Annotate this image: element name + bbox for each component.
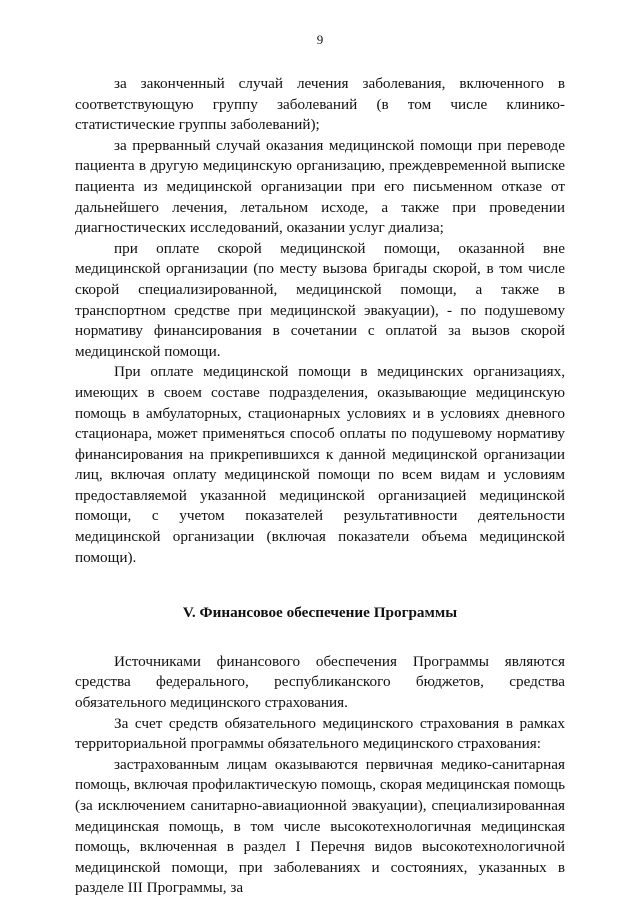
paragraph-insured-persons-care: застрахованным лицам оказываются первичная медико-санитарная помощь, включая профилактическую помощь, скорая медицинская помощь (за исключением санитарно-авиационной эвакуации), специализированная медицинская помощь, в том числе высокотехнологичная медицинская помощь, включенная в раздел I Перечня видов высокотехнологичной медицинской помощи, при заболеваниях и состояниях, указанных в разделе III Программы, за	[75, 755, 565, 897]
page-number: 9	[316, 32, 324, 47]
paragraph-completed-treatment-case: за законченный случай лечения заболевания, включенного в соответствующую группу заболеваний (в том числе клинико-статистические группы заболеваний);	[75, 75, 565, 134]
paragraph-per-capita-payment-method: При оплате медицинской помощи в медицинских организациях, имеющих в своем составе подразделения, оказывающие медицинскую помощь в амбулаторных, стационарных условиях и в условиях дневного стационара, может применяться способ оплаты по подушевому нормативу финансирования на прикрепившихся к данной медицинской организации лиц, включая оплату медицинской помощи по всем видам и условиям предоставляемой указанной медицинской организацией медицинской помощи, с учетом показателей результативности деятельности медицинской организации (включая показатели объема медицинской помощи).	[75, 363, 565, 566]
paragraph-interrupted-care-case: за прерванный случай оказания медицинской помощи при переводе пациента в другую медицинскую организацию, преждевременной выписке пациента из медицинской организации при его письменном отказе от дальнейшего лечения, летальном исходе, а также при проведении диагностических исследований, оказании услуг диализа;	[75, 136, 565, 237]
paragraph-compulsory-insurance-intro: За счет средств обязательного медицинского страхования в рамках территориальной программы обязательного медицинского страхования:	[75, 714, 565, 753]
paragraph-emergency-care-payment: при оплате скорой медицинской помощи, оказанной вне медицинской организации (по месту вызова бригады скорой, в том числе скорой специализированной, медицинской помощи, а также в транспортном средстве при медицинской эвакуации), - по подушевому нормативу финансирования в сочетании с оплатой за вызов скорой медицинской помощи.	[75, 239, 565, 360]
section-heading-financial-support: V. Финансовое обеспечение Программы	[182, 604, 458, 622]
document-body	[75, 74, 565, 899]
paragraph-funding-sources: Источниками финансового обеспечения Программы являются средства федерального, республиканского бюджетов, средства обязательного медицинского страхования.	[75, 652, 565, 712]
